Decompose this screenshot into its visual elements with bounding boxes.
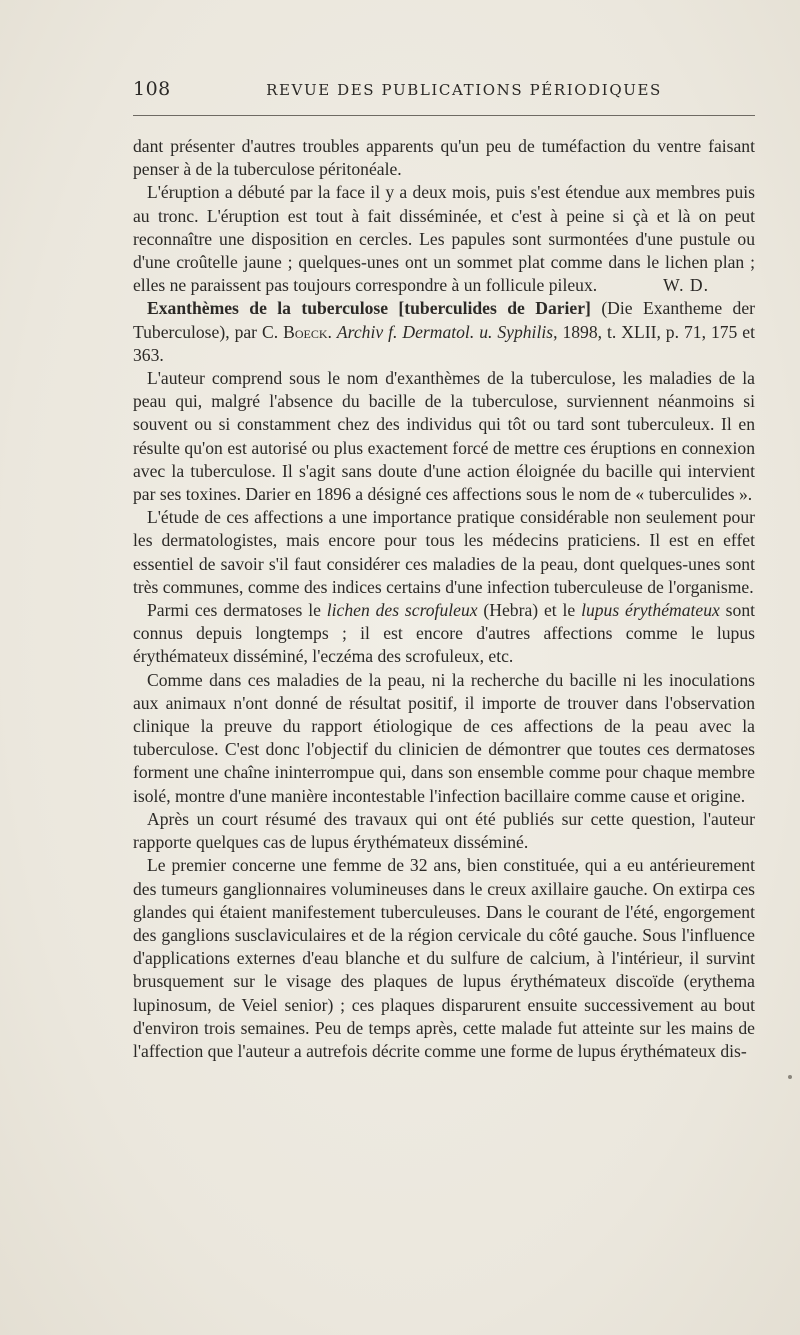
- margin-speck: [788, 1075, 792, 1079]
- header-rule: [133, 115, 755, 116]
- paragraph-9: Le premier concerne une femme de 32 ans, bien constituée, qui a eu antérieurement des tumeurs ganglionnaires volumineuses dans le creux axillaire gauche. On extirpa ces glandes qui étaient manifestement tuberculeuses. Dans le courant de l'été, engorgement des ganglions susclaviculaires et de la région cervicale du côté gauche. Sous l'influence d'applications externes d'eau blanche et du sulfure de calcium, à l'intérieur, il survint brusquement sur le visage des plaques de lupus érythémateux discoïde (erythema lupinosum, de Veiel senior) ; ces plaques disparurent ensuite successivement au bout d'environ trois semaines. Peu de temps après, cette malade fut atteinte sur les mains de l'affection que l'auteur a autrefois décrite comme une forme de lupus érythémateux dis-: [133, 855, 755, 1061]
- term-lupus-erythemateux: lupus érythémateux: [581, 600, 720, 621]
- paragraph-2-text: L'éruption a débuté par la face il y a deux mois, puis s'est étendue aux membres puis au tronc. L'éruption est tout à fait disséminée, et c'est à peine si çà et là on peut reconnaître une disposition en cercles. Les papules sont surmontées d'une pustule ou d'une croûtelle jaune ; quelques-unes ont un sommet plat comme dans le lichen plan ; elles ne paraissent pas toujours correspondre à un follicule pileux.: [133, 182, 755, 296]
- page-number: 108: [133, 78, 171, 100]
- review-signature: W. D.: [663, 275, 709, 296]
- paragraph-7: Comme dans ces maladies de la peau, ni la recherche du bacille ni les inoculations aux animaux n'ont donné de résultat positif, il importe de trouver dans l'observation clinique la preuve du rapport étiologique de ces affections de la peau avec la tuberculose. C'est donc l'objectif du clinicien de démontrer que toutes ces dermatoses forment une chaîne ininterrompue qui, dans son ensemble comme pour chaque membre isolé, montre d'une manière incontestable l'infection bacillaire comme cause et origine.: [133, 669, 755, 806]
- paragraph-6: [133, 599, 755, 669]
- review-citation-3: , 1898, t. XLII, p. 71, 175 et 363.: [133, 321, 756, 365]
- article-body: [133, 135, 755, 1063]
- review-citation-1: (Die Exantheme der Tuberculose), par C.: [133, 298, 755, 342]
- review-journal: Archiv f. Dermatol. u. Syphilis: [336, 321, 554, 342]
- paragraph-4: L'auteur comprend sous le nom d'exanthèmes de la tuberculose, les maladies de la peau qui, malgré l'absence du bacille de la tuberculose, surviennent néanmoins si souvent ou si constamment chez des individus qui tôt ou tard sont tuberculeux. Il en résulte qu'on est autorisé ou plus exactement forcé de mettre ces éruptions en connexion avec la tuberculose. Il s'agit sans doute d'une action éloignée du bacille qui intervient par ses toxines. Darier en 1896 a désigné ces affections sous le nom de « tuberculides ».: [133, 368, 755, 505]
- review-author: Boeck: [283, 321, 328, 342]
- paragraph-6-text-2: (Hebra) et le: [477, 600, 582, 621]
- paragraph-6-text-1: Parmi ces dermatoses le: [147, 600, 327, 621]
- paragraph-1: dant présenter d'autres troubles apparents qu'un peu de tuméfaction du ventre faisant penser à de la tuberculose péritonéale.: [133, 136, 755, 180]
- paragraph-8: Après un court résumé des travaux qui ont été publiés sur cette question, l'auteur rapporte quelques cas de lupus érythémateux disséminé.: [133, 808, 755, 853]
- review-heading: [133, 297, 755, 367]
- running-header: [133, 78, 755, 104]
- term-lichen-scrofuleux: lichen des scrofuleux: [326, 600, 478, 621]
- review-citation-2: .: [327, 321, 337, 342]
- paragraph-6-text-3: sont connus depuis longtemps ; il est encore d'autres affections comme le lupus érythémateux disséminé, l'eczéma des scrofuleux, etc.: [133, 600, 756, 667]
- paragraph-5: L'étude de ces affections a une importance pratique considérable non seulement pour les dermatologistes, mais encore pour tous les médecins praticiens. Il est en effet essentiel de savoir s'il faut considérer ces maladies de la peau, dont quelques-unes sont très communes, comme des indices certains d'une infection tuberculeuse de l'organisme.: [133, 507, 755, 597]
- running-title: REVUE DES PUBLICATIONS PÉRIODIQUES: [266, 81, 662, 99]
- paragraph-2: [133, 181, 755, 297]
- review-title: Exanthèmes de la tuberculose [tuberculides de Darier]: [147, 298, 591, 319]
